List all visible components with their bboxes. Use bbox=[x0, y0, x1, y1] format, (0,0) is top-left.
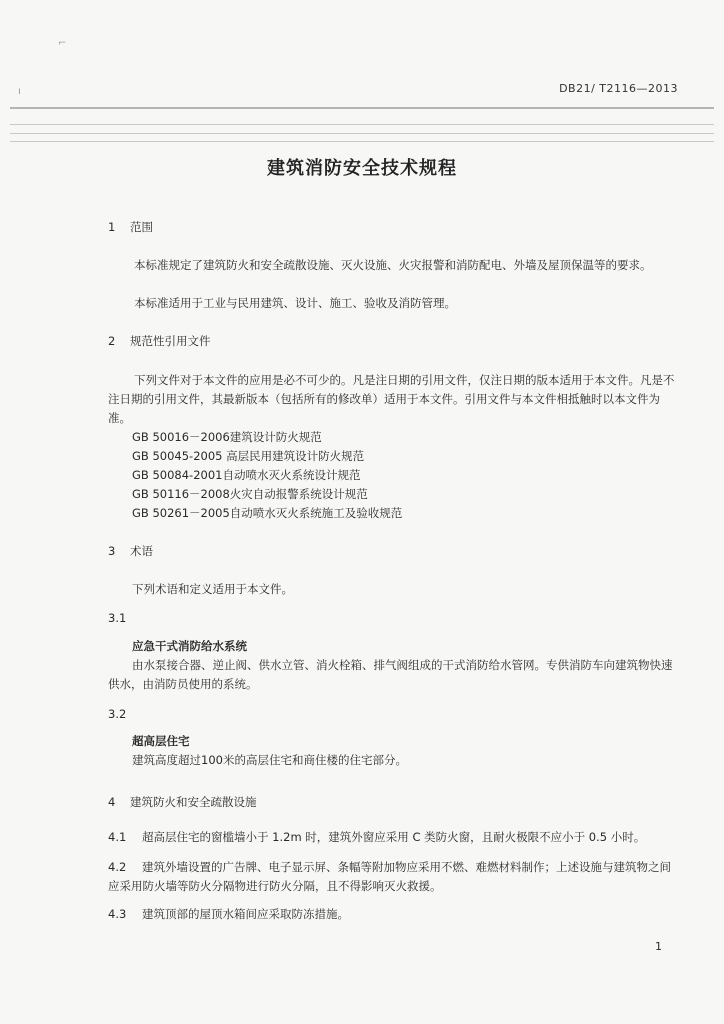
reference-item: GB 50045-2005 高层民用建筑设计防火规范 bbox=[132, 449, 365, 463]
term-name: 超高层住宅 bbox=[132, 734, 190, 748]
clause-text: 超高层住宅的窗槛墙小于 1.2m 时，建筑外窗应采用 C 类防火窗，且耐火极限不应小于 0.5 小时。 bbox=[142, 830, 646, 844]
reference-item: GB 50116－2008火灾自动报警系统设计规范 bbox=[132, 487, 368, 501]
clause bbox=[108, 828, 680, 847]
reference-item: GB 50261－2005自动喷水灭火系统施工及验收规范 bbox=[132, 506, 403, 520]
scan-speck: ı bbox=[18, 86, 21, 97]
term-name: 应急干式消防给水系统 bbox=[132, 639, 247, 653]
clause-number: 4.3 bbox=[108, 907, 127, 921]
document-title: 建筑消防安全技术规程 bbox=[267, 158, 457, 179]
term-definition: 建筑高度超过100米的高层住宅和商住楼的住宅部分。 bbox=[132, 753, 407, 767]
section-title: 建筑防火和安全疏散设施 bbox=[130, 795, 257, 809]
header-rule bbox=[10, 141, 714, 142]
term-number: 3.2 bbox=[108, 707, 127, 721]
header-rule bbox=[10, 133, 714, 134]
section-heading bbox=[108, 542, 153, 561]
paragraph: 下列文件对于本文件的应用是必不可少的。凡是注日期的引用文件，仅注日期的版本适用于本文件。凡是不注日期的引用文件，其最新版本（包括所有的修改单）适用于本文件。引用文件与本文件相抵触时以本文件为准。 bbox=[108, 373, 675, 425]
term-number: 3.1 bbox=[108, 611, 127, 625]
section-number: 1 bbox=[108, 220, 116, 234]
paragraph: 下列术语和定义适用于本文件。 bbox=[132, 582, 293, 596]
header-rule bbox=[10, 107, 714, 109]
section-title: 规范性引用文件 bbox=[130, 334, 211, 348]
section-title: 范围 bbox=[130, 220, 153, 234]
section-number: 3 bbox=[108, 544, 116, 558]
page-number: 1 bbox=[655, 940, 662, 953]
clause bbox=[108, 905, 680, 924]
section-title: 术语 bbox=[130, 544, 153, 558]
header-rule bbox=[10, 124, 714, 125]
paragraph: 本标准适用于工业与民用建筑、设计、施工、验收及消防管理。 bbox=[134, 296, 456, 310]
clause-text: 建筑顶部的屋顶水箱间应采取防冻措施。 bbox=[142, 907, 349, 921]
reference-item: GB 50084-2001自动喷水灭火系统设计规范 bbox=[132, 468, 361, 482]
section-heading bbox=[108, 793, 257, 812]
document-code: DB21/ T2116—2013 bbox=[559, 82, 678, 95]
reference-item: GB 50016－2006建筑设计防火规范 bbox=[132, 430, 322, 444]
section-number: 4 bbox=[108, 795, 116, 809]
section-number: 2 bbox=[108, 334, 116, 348]
clause bbox=[108, 858, 680, 896]
section-heading bbox=[108, 332, 211, 351]
scan-speck: ⌐ bbox=[58, 38, 67, 49]
paragraph: 本标准规定了建筑防火和安全疏散设施、灭火设施、火灾报警和消防配电、外墙及屋顶保温等的要求。 bbox=[134, 258, 652, 272]
term-definition: 由水泵接合器、逆止阀、供水立管、消火栓箱、排气阀组成的干式消防给水管网。专供消防车向建筑物快速供水，由消防员使用的系统。 bbox=[108, 658, 673, 691]
clause-number: 4.1 bbox=[108, 830, 127, 844]
section-heading bbox=[108, 218, 153, 237]
clause-text: 建筑外墙设置的广告牌、电子显示屏、条幅等附加物应采用不燃、难燃材料制作；上述设施与建筑物之间应采用防火墙等防火分隔物进行防火分隔，且不得影响灭火救援。 bbox=[108, 860, 671, 893]
clause-number: 4.2 bbox=[108, 860, 127, 874]
